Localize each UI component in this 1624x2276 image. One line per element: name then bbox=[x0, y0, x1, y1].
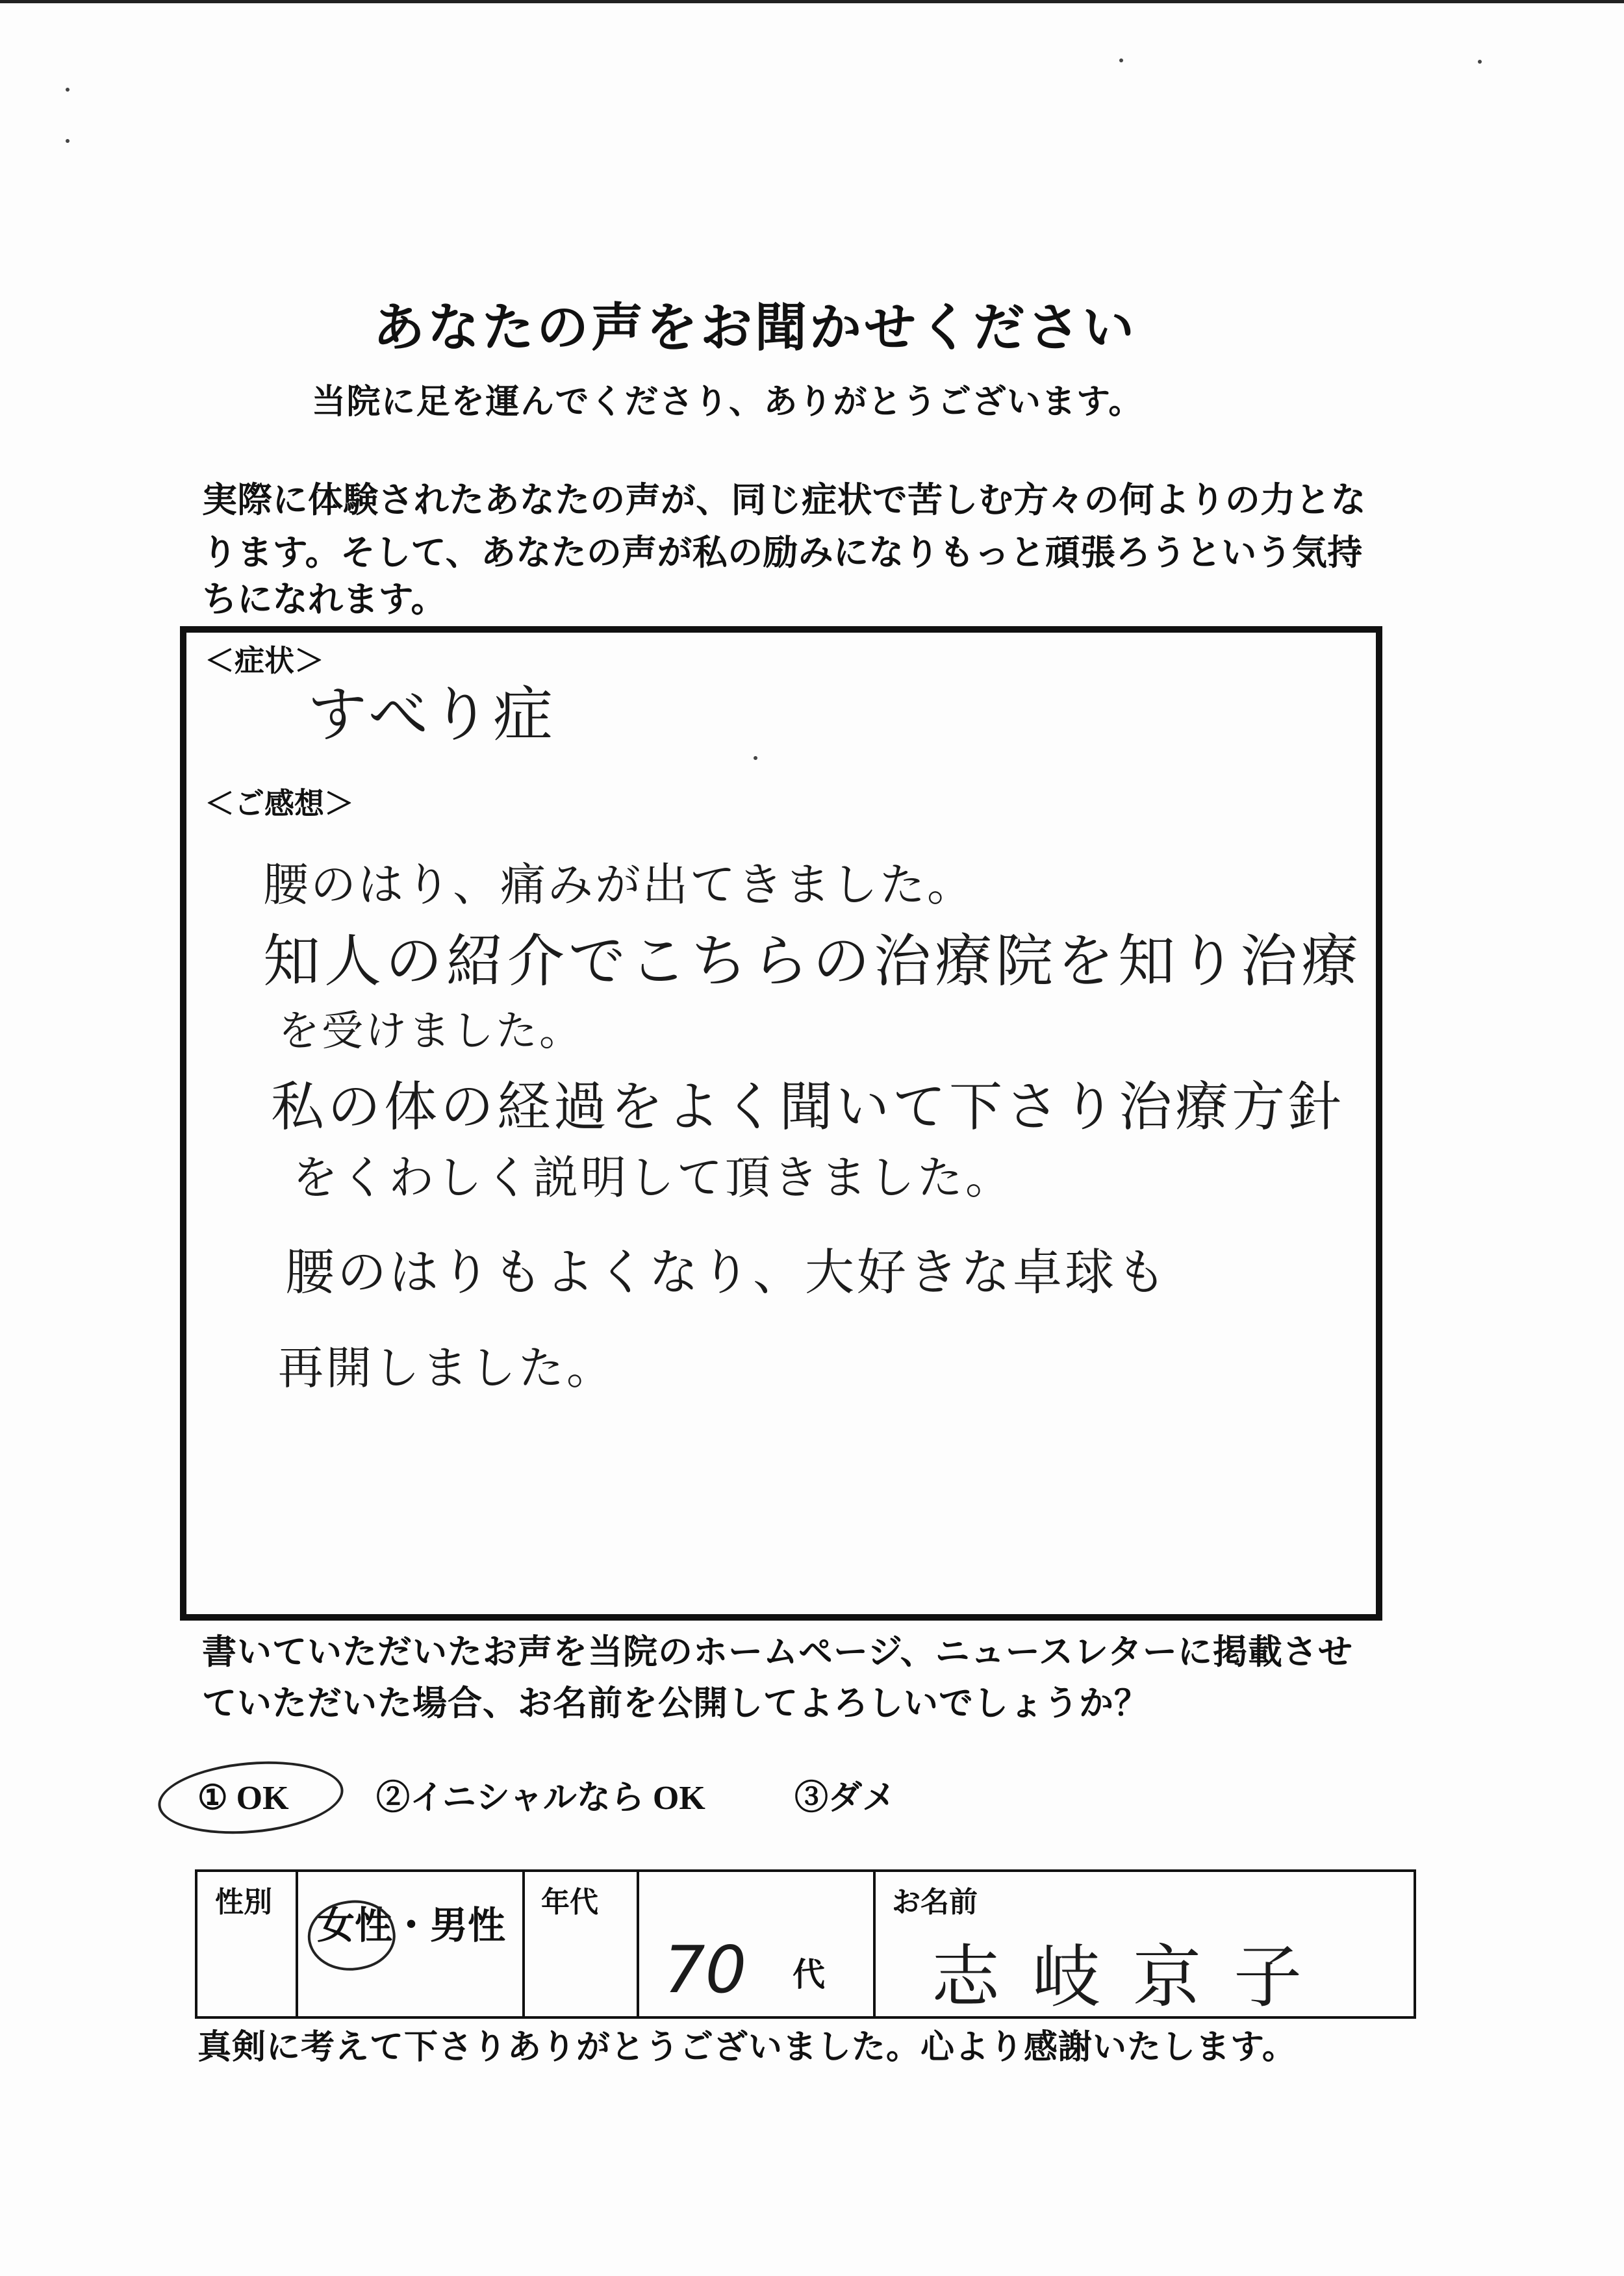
consent-question-line: 書いていただいたお声を当院のホームページ、ニュースレターに掲載させ bbox=[202, 1634, 1353, 1671]
gender-label: 性別 bbox=[215, 1886, 272, 1918]
impression-line: 腰のはり、痛みが出てきました。 bbox=[263, 858, 974, 911]
consent-option-no: ③ダメ bbox=[794, 1780, 896, 1817]
scan-speck bbox=[66, 139, 70, 143]
symptom-label: ＜症状＞ bbox=[205, 644, 324, 677]
age-unit: 代 bbox=[793, 1956, 825, 1993]
consent-option-ok: ① OK bbox=[197, 1780, 289, 1817]
closing-message: 真剣に考えて下さりありがとうございました。心より感謝いたします。 bbox=[197, 2029, 1297, 2066]
name-value: 志岐京子 bbox=[932, 1938, 1335, 2017]
table-divider bbox=[637, 1872, 639, 2016]
consent-question-line: ていただいた場合、お名前を公開してよろしいでしょうか？ bbox=[202, 1685, 1149, 1723]
scan-speck bbox=[1119, 58, 1123, 62]
gender-option-male: 男性 bbox=[430, 1904, 506, 1947]
consent-selection-circle bbox=[155, 1754, 346, 1841]
intro-line: ちになれます。 bbox=[202, 580, 446, 619]
table-divider bbox=[296, 1872, 298, 2016]
scan-speck bbox=[1478, 60, 1482, 64]
age-value: 70 bbox=[664, 1932, 747, 2008]
impression-label: ＜ご感想＞ bbox=[205, 787, 354, 820]
impression-line: 腰のはりもよくなり、大好きな卓球も bbox=[285, 1243, 1169, 1301]
form-subtitle: 当院に足を運んでくださり、ありがとうございます。 bbox=[312, 384, 1143, 421]
impression-line: 再開しました。 bbox=[278, 1341, 615, 1395]
age-label: 年代 bbox=[541, 1886, 598, 1918]
symptom-value: すべり症 bbox=[307, 680, 556, 750]
table-divider bbox=[522, 1872, 525, 2016]
respondent-table bbox=[195, 1869, 1416, 2019]
impression-line: 知人の紹介でこちらの治療院を知り治療 bbox=[263, 928, 1363, 994]
table-divider bbox=[873, 1872, 876, 2016]
impression-line: をくわしく説明して頂きました。 bbox=[292, 1151, 1013, 1204]
impression-line: を受けました。 bbox=[278, 1007, 583, 1056]
gender-option-female: 女性 bbox=[317, 1904, 393, 1947]
intro-line: ります。そして、あなたの声が私の励みになりもっと頑張ろうという気持 bbox=[202, 533, 1363, 572]
impression-line: 私の体の経過をよく聞いて下さり治療方針 bbox=[271, 1076, 1345, 1138]
gender-separator: ・ bbox=[392, 1904, 431, 1947]
consent-option-initials: ②イニシャルなら OK bbox=[376, 1780, 705, 1817]
scan-speck bbox=[66, 88, 70, 92]
intro-line: 実際に体験されたあなたの声が、同じ症状で苦しむ方々の何よりの力とな bbox=[202, 481, 1366, 520]
scan-edge bbox=[0, 0, 1624, 3]
form-title: あなたの声をお聞かせください bbox=[373, 300, 1137, 357]
name-label: お名前 bbox=[892, 1886, 978, 1918]
